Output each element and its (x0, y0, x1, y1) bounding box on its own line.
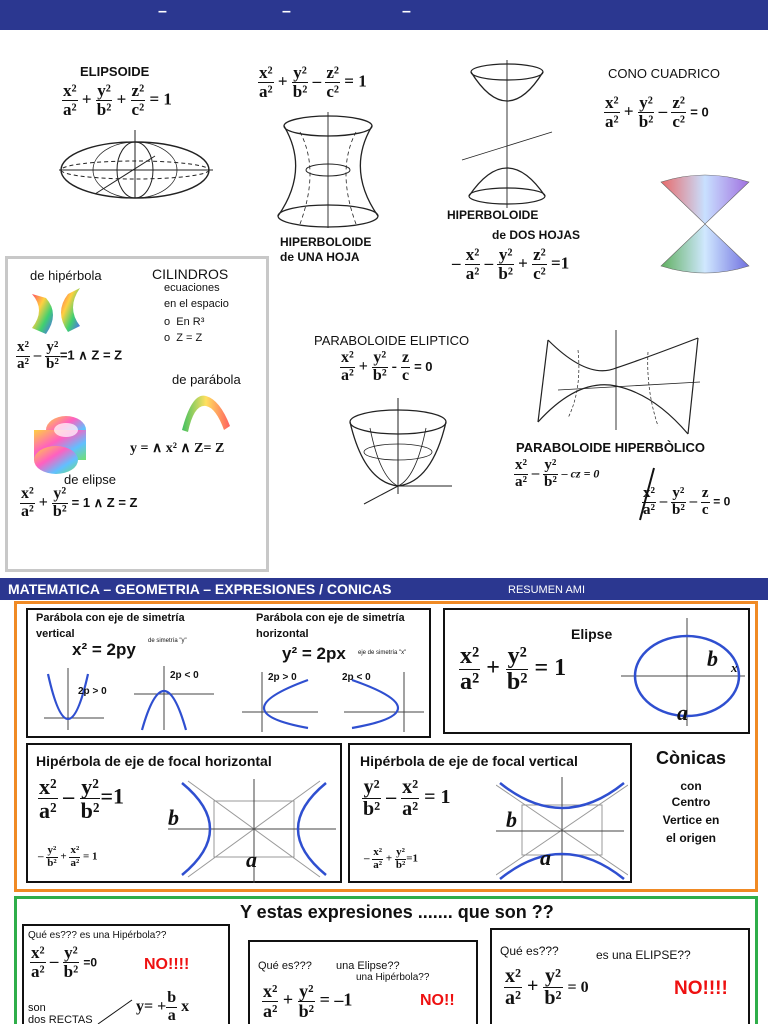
hiperboloide-una-title1: HIPERBOLOIDE (280, 235, 372, 249)
paraboloide-eliptico-title: PARABOLOIDE ELIPTICO (314, 333, 470, 348)
parabola-h-graphs (234, 668, 430, 734)
q1-no: NO!!!! (144, 956, 190, 973)
paraboloide-hiperbolico-title: PARABOLOIDE HIPERBÒLICO (516, 440, 705, 455)
hiperboloide-dos-title1: HIPERBOLOIDE (447, 208, 539, 222)
q3-formula: $\frac{\text{x²}}{\text{a²}}$ + $\frac{\text{y²}}{\text{b²}}$ = 0 (505, 965, 589, 1009)
hiperbola-vertical-box (348, 743, 632, 883)
paraboloide-hiperbolico-drawing (528, 330, 706, 440)
hiperboloide-dos-drawing (452, 60, 562, 210)
parabola-v-pos: 2p > 0 (78, 686, 107, 697)
elipse-formula: $\frac{\text{x²}}{\text{a²}}$ + $\frac{\text{y²}}{\text{b²}}$ = 1 (460, 643, 567, 696)
q1-arrow (96, 996, 136, 1024)
question-box-3 (490, 928, 750, 1024)
cilindro-elipse-eq: $\frac{\text{x²}}{\text{a²}}$ + $\frac{\text{y²}}{\text{b²}}$ = 1 ∧ Z = Z (21, 485, 138, 520)
hiperboloide-una-title2: de UNA HOJA (280, 250, 360, 264)
hip-h-title: Hipérbola de eje de focal horizontal (36, 753, 272, 769)
conicas-note-title: Cònicas (655, 748, 727, 768)
q2-formula: $\frac{\text{x²}}{\text{a²}}$ + $\frac{\text{y²}}{\text{b²}}$ = –1 (263, 981, 353, 1021)
conicas-note-l1: con (680, 779, 702, 793)
elipse-axis-x: x (731, 660, 738, 675)
cono-drawing (655, 170, 755, 278)
question-box-1 (22, 924, 230, 1024)
top-dash-1: – (158, 3, 167, 20)
top-dash-3: – (402, 3, 411, 20)
parabola-v-eq: x² = 2py (72, 640, 136, 659)
hiperboloide-dos-formula: – $\frac{\text{x²}}{\text{a²}}$ – $\frac{\text{y²}}{\text{b²}}$ + $\frac{\text{z²}}{\text{c²}}$ =1 (452, 245, 570, 283)
cilindros-title: CILINDROS (152, 266, 229, 282)
parabola-v-graphs (34, 664, 238, 734)
parabola-h-eq: y² = 2px (282, 644, 346, 663)
conicas-note (636, 748, 746, 845)
cilindro-parabola-drawing (180, 390, 232, 434)
parabolas-box (26, 608, 431, 738)
elipse-b-label: b (707, 646, 718, 671)
elipsoide-title: ELIPSOIDE (80, 64, 150, 79)
elipse-a-label: a (677, 700, 688, 725)
degenerate-title: Y estas expresiones ....... que son ?? (240, 902, 554, 922)
question-box-2 (248, 940, 478, 1024)
cilindro-hiperbola-eq: $\frac{\text{x²}}{\text{a²}}$ – $\frac{\text{y²}}{\text{b²}}$ =1 ∧ Z = Z (17, 339, 123, 372)
q2-question2: una Elipse?? (336, 960, 400, 972)
conicas-header-title: MATEMATICA – GEOMETRIA – EXPRESIONES / CONICAS (8, 581, 392, 597)
parabola-v-note: de simetría "y" (148, 638, 187, 644)
parabola-h-pos: 2p > 0 (268, 672, 297, 683)
divider-slash (636, 466, 658, 522)
elipse-title: Elipse (571, 626, 613, 642)
q1-question: Qué es??? es una Hipérbola?? (28, 930, 167, 941)
conicas-note-l2: Centro (671, 795, 711, 809)
conicas-note-l3: Vertice en (662, 813, 720, 827)
top-banner (0, 0, 768, 30)
cilindros-sub2: en el espacio (164, 298, 229, 310)
hiperboloide-dos-title2: de DOS HOJAS (492, 228, 581, 242)
q2-question1: Qué es??? (258, 960, 312, 972)
hiperboloide-una-drawing (270, 112, 390, 230)
cilindro-parabola-label: de parábola (172, 372, 241, 387)
paraboloide-eliptico-drawing (340, 398, 460, 510)
hip-h-formula: $\frac{\text{x²}}{\text{a²}}$ – $\frac{\text{y²}}{\text{b²}}$ =1 (39, 774, 124, 824)
parabola-v-neg: 2p < 0 (170, 670, 199, 681)
hiperboloide-una-formula: $\frac{\text{x²}}{\text{a²}}$ + $\frac{\text{y²}}{\text{b²}}$ – $\frac{\text{z²}}{\text{c²}}$ = 1 (259, 63, 367, 101)
parabola-v-title1: Parábola con eje de simetría (36, 612, 185, 624)
parabola-h-title1: Parábola con eje de simetría (256, 612, 405, 624)
elipsoide-formula: $\frac{\text{x²}}{\text{a²}}$ + $\frac{\text{y²}}{\text{b²}}$ + $\frac{\text{z²}}{\text{c²}}$ = 1 (63, 81, 172, 119)
cono-formula: $\frac{\text{x²}}{\text{a²}}$ + $\frac{\text{y²}}{\text{b²}}$ – $\frac{\text{z²}}{\text{c²}}$ = 0 (605, 93, 709, 131)
elipsoide-drawing (55, 128, 215, 210)
cilindro-parabola-eq: y = ∧ x² ∧ Z= Z (130, 441, 225, 456)
q3-no: NO!!!! (674, 978, 728, 999)
q1-son: son (28, 1002, 46, 1014)
hiperbola-horizontal-box (26, 743, 342, 883)
hip-v-title: Hipérbola de eje de focal vertical (360, 753, 578, 769)
cilindro-hiperbola-drawing (28, 284, 84, 336)
hip-v-a-label: a (540, 845, 551, 870)
q3-question2: es una ELIPSE?? (596, 948, 691, 962)
hip-h-b-label: b (168, 805, 179, 830)
paraboloide-hiperbolico-formula2: $\frac{\text{x²}}{\text{a²}}$ – $\frac{\text{y²}}{\text{b²}}$ – $\frac{z}{c}$ = 0 (643, 485, 731, 518)
quadrics-section (0, 30, 768, 578)
cilindro-elipse-drawing (28, 408, 90, 478)
hip-v-formula: $\frac{\text{y²}}{\text{b²}}$ – $\frac{\text{x²}}{\text{a²}}$ = 1 (363, 776, 451, 820)
elipse-box (443, 608, 750, 734)
cilindros-bullet1: o En R³ (164, 316, 205, 328)
paraboloide-hiperbolico-formula1: $\frac{\text{x²}}{\text{a²}}$ – $\frac{\text{y²}}{\text{b²}}$ – cz = 0 (515, 457, 600, 490)
hip-h-alt: – $\frac{\text{y²}}{\text{b²}}$ + $\frac{\text{x²}}{\text{a²}}$ = 1 (38, 844, 98, 869)
q1-line-eq: y= + $\frac{b}{a}$ x (136, 989, 190, 1024)
parabola-h-title2: horizontal (256, 628, 309, 640)
top-dash-2: – (282, 3, 291, 20)
conicas-header-right: RESUMEN AMI (508, 584, 586, 596)
cilindro-elipse-label: de elipse (64, 472, 117, 487)
cilindros-bullet2: o Z = Z (164, 332, 203, 344)
paraboloide-eliptico-formula: $\frac{\text{x²}}{\text{a²}}$ + $\frac{\text{y²}}{\text{b²}}$ - $\frac{z}{c}$ = 0 (341, 349, 433, 384)
q2-question3: una Hipérbola?? (356, 972, 430, 983)
hip-v-b-label: b (506, 807, 517, 832)
conicas-header-band (0, 578, 768, 600)
q2-no: NO!! (420, 992, 455, 1009)
cilindro-hiperbola-label: de hipérbola (30, 268, 102, 283)
hip-v-alt: – $\frac{\text{x²}}{\text{a²}}$ + $\frac{\text{y²}}{\text{b²}}$ =1 (364, 846, 419, 871)
cono-title: CONO CUADRICO (608, 66, 720, 81)
q3-question1: Qué es??? (500, 944, 559, 958)
parabola-h-neg: 2p < 0 (342, 672, 371, 683)
q1-formula: $\frac{\text{x²}}{\text{a²}}$ – $\frac{\text{y²}}{\text{b²}}$ =0 (31, 943, 98, 981)
q1-rectas: dos RECTAS (28, 1014, 93, 1024)
conicas-note-l4: el origen (665, 831, 716, 845)
parabola-h-note: eje de simetría "x" (358, 650, 407, 656)
parabola-v-title2: vertical (36, 628, 75, 640)
cilindros-sub1: ecuaciones (164, 282, 220, 294)
hip-h-a-label: a (246, 847, 257, 872)
